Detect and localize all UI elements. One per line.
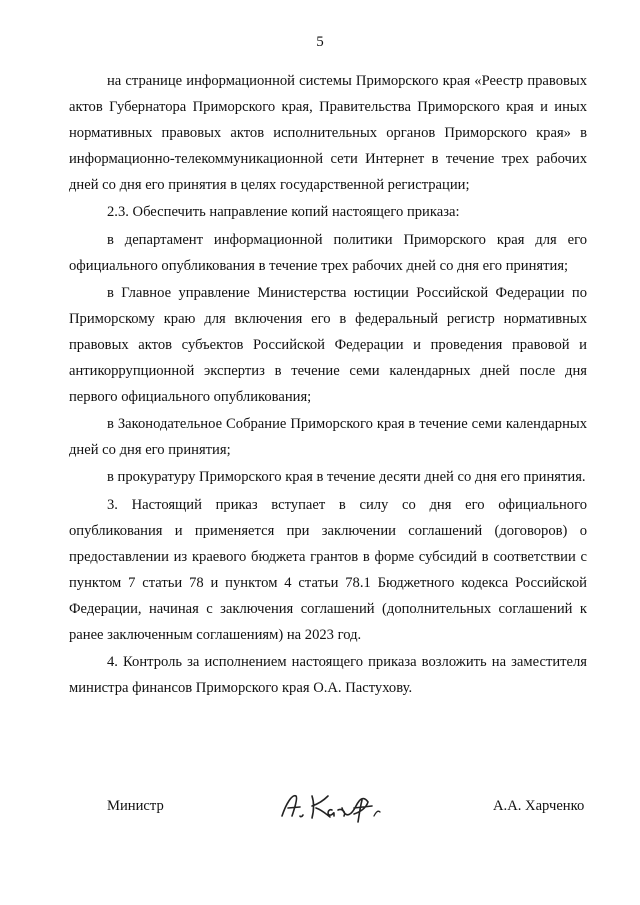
paragraph-legislative-assembly: в Законодательное Собрание Приморского края в течение семи календарных дней со дня его принятия; <box>69 416 587 459</box>
document-body <box>69 68 587 701</box>
signature-block <box>0 796 640 836</box>
paragraph-registry-publication: на странице информационной системы Приморского края «Реестр правовых актов Губернатора Приморского края, Правительства Приморского края и иных нормативных правовых актов исполнительных органов Приморского края» в информационно-телекоммуникационной сети Интернет в течение трех рабочих дней со дня его принятия в целях государственной регистрации; <box>69 73 587 194</box>
page-number: 5 <box>316 34 324 50</box>
paragraph-4-control: 4. Контроль за исполнением настоящего приказа возложить на заместителя министра финансов Приморского края О.А. Пастухову. <box>69 654 587 697</box>
paragraph-prosecutor-office: в прокуратуру Приморского края в течение десяти дней со дня его принятия. <box>107 469 586 486</box>
signatory-name: А.А. Харченко <box>493 798 585 814</box>
paragraph-info-policy-dept: в департамент информационной политики Приморского края для его официального опубликования в течение трех рабочих дней со дня его принятия; <box>69 231 587 274</box>
paragraph-3-effective-date: 3. Настоящий приказ вступает в силу со дня его официального опубликования и применяется при заключении соглашений (договоров) о предоставлении из краевого бюджета грантов в форме субсидий в соответствии с пунктом 7 статьи 78 и пунктом 4 статьи 78.1 Бюджетного кодекса Российской Федерации, начиная с заключения соглашений (дополнительных соглашений к ранее заключенным соглашениям) на 2023 год. <box>69 496 587 643</box>
paragraph-2-3-heading: 2.3. Обеспечить направление копий настоящего приказа: <box>107 204 460 221</box>
paragraph-justice-ministry: в Главное управление Министерства юстиции Российской Федерации по Приморскому краю для включения его в федеральный регистр нормативных правовых актов субъектов Российской Федерации и проведения правовой и антикоррупционной экспертиз в течение семи календарных дней после дня первого официального опубликования; <box>69 284 587 406</box>
handwritten-signature <box>276 786 388 826</box>
signatory-title: Министр <box>107 798 164 814</box>
